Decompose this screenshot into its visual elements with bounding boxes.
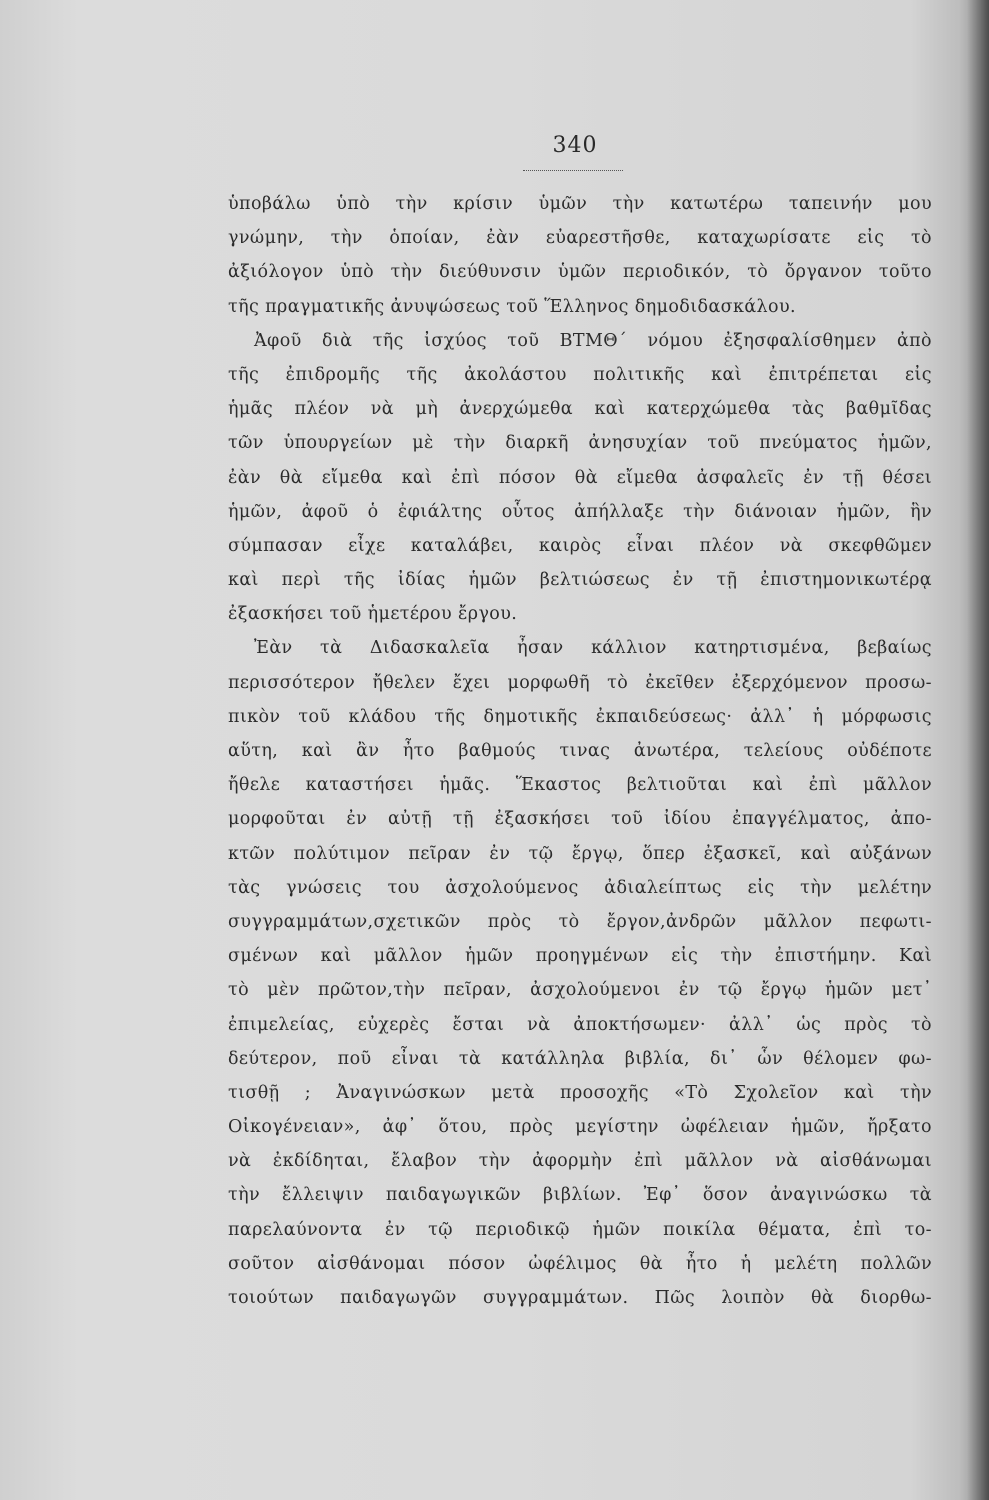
text-line: τὰς γνώσεις του ἀσχολούμενος ἀδιαλείπτως εἰς τὴν μελέτην bbox=[228, 877, 932, 898]
text-line: αὕτη, καὶ ἂν ἦτο βαθμούς τινας ἀνωτέρα, τελείους οὐδέποτε bbox=[228, 741, 932, 761]
text-line: σύμπασαν εἶχε καταλάβει, καιρὸς εἶναι πλέον νὰ σκεφθῶμεν bbox=[228, 535, 932, 556]
text-line: ἤθελε καταστήσει ἡμᾶς. Ἕκαστος βελτιοῦται καὶ ἐπὶ μᾶλλον bbox=[228, 775, 932, 796]
text-line: δεύτερον, ποῦ εἶναι τὰ κατάλληλα βιβλία, δι᾽ ὧν θέλομεν φω- bbox=[228, 1048, 932, 1069]
page-gutter-shadow bbox=[967, 0, 989, 1500]
text-line: μορφοῦται ἐν αὐτῇ τῇ ἐξασκήσει τοῦ ἰδίου ἐπαγγέλματος, ἀπο- bbox=[228, 809, 932, 830]
text-line: πικὸν τοῦ κλάδου τῆς δημοτικῆς ἐκπαιδεύσεως· ἀλλ᾽ ἡ μόρφωσις bbox=[228, 706, 932, 727]
text-line: περισσότερον ἤθελεν ἔχει μορφωθῆ τὸ ἐκεῖθεν ἐξερχόμενον προσω- bbox=[228, 672, 932, 693]
page-number-rule bbox=[523, 170, 623, 171]
text-line: τῆς πραγματικῆς ἀνυψώσεως τοῦ Ἕλληνος δημοδιδασκάλου. bbox=[228, 296, 796, 317]
page-number: 340 bbox=[552, 133, 598, 158]
text-line: καὶ περὶ τῆς ἰδίας ἡμῶν βελτιώσεως ἐν τῇ ἐπιστημονικωτέρᾳ bbox=[228, 570, 932, 591]
text-line: τοιούτων παιδαγωγῶν συγγραμμάτων. Πῶς λοιπὸν θὰ διορθω- bbox=[228, 1288, 932, 1308]
text-line: ἡμᾶς πλέον νὰ μὴ ἀνερχώμεθα καὶ κατερχώμεθα τὰς βαθμῖδας bbox=[228, 399, 932, 420]
text-line: Οἰκογένειαν», ἀφ᾽ ὅτου, πρὸς μεγίστην ὠφέλειαν ἡμῶν, ἤρξατο bbox=[228, 1117, 932, 1138]
text-line: τὸ μὲν πρῶτον,τὴν πεῖραν, ἀσχολούμενοι ἐν τῷ ἔργῳ ἡμῶν μετ᾽ bbox=[228, 980, 932, 1001]
text-line: σμένων καὶ μᾶλλον ἡμῶν προηγμένων εἰς τὴν ἐπιστήμην. Καὶ bbox=[228, 946, 932, 967]
text-line: τῆς ἐπιδρομῆς τῆς ἀκολάστου πολιτικῆς καὶ ἐπιτρέπεται εἰς bbox=[228, 364, 932, 385]
text-line: παρελαύνοντα ἐν τῷ περιοδικῷ ἡμῶν ποικίλα θέματα, ἐπὶ το- bbox=[228, 1219, 932, 1240]
text-line: ἀξιόλογον ὑπὸ τὴν διεύθυνσιν ὑμῶν περιοδικόν, τὸ ὄργανον τοῦτο bbox=[228, 262, 932, 283]
text-line: τὴν ἔλλειψιν παιδαγωγικῶν βιβλίων. Ἐφ᾽ ὅσον ἀναγινώσκω τὰ bbox=[228, 1185, 932, 1206]
text-line: νὰ ἐκδίδηται, ἔλαβον τὴν ἀφορμὴν ἐπὶ μᾶλλον νὰ αἰσθάνωμαι bbox=[228, 1151, 932, 1172]
text-line: Ἀφοῦ διὰ τῆς ἰσχύος τοῦ ΒΤΜΘ΄ νόμου ἐξησφαλίσθημεν ἀπὸ bbox=[254, 330, 932, 351]
text-line: κτῶν πολύτιμον πεῖραν ἐν τῷ ἔργῳ, ὅπερ ἐξασκεῖ, καὶ αὐξάνων bbox=[228, 843, 932, 864]
text-line: σοῦτον αἰσθάνομαι πόσον ὠφέλιμος θὰ ἦτο ἡ μελέτη πολλῶν bbox=[228, 1253, 932, 1274]
body-text bbox=[228, 187, 932, 1315]
text-line: ὑποβάλω ὑπὸ τὴν κρίσιν ὑμῶν τὴν κατωτέρω ταπεινήν μου bbox=[228, 194, 932, 214]
text-line: τισθῇ ; Ἀναγινώσκων μετὰ προσοχῆς «Τὸ Σχολεῖον καὶ τὴν bbox=[228, 1082, 932, 1103]
text-line: Ἐὰν τὰ Διδασκαλεῖα ἦσαν κάλλιον κατηρτισμένα, βεβαίως bbox=[254, 638, 932, 659]
text-line: ἐὰν θὰ εἴμεθα καὶ ἐπὶ πόσον θὰ εἴμεθα ἀσφαλεῖς ἐν τῇ θέσει bbox=[228, 467, 932, 488]
text-line: γνώμην, τὴν ὁποίαν, ἐὰν εὐαρεστῆσθε, καταχωρίσατε εἰς τὸ bbox=[228, 228, 932, 249]
text-line: ἐξασκήσει τοῦ ἡμετέρου ἔργου. bbox=[228, 604, 518, 625]
text-line: ἐπιμελείας, εὐχερὲς ἔσται νὰ ἀποκτήσωμεν· ἀλλ᾽ ὡς πρὸς τὸ bbox=[228, 1014, 932, 1035]
text-line: ἡμῶν, ἀφοῦ ὁ ἐφιάλτης οὗτος ἀπήλλαξε τὴν διάνοιαν ἡμῶν, ἣν bbox=[228, 501, 932, 522]
text-line: τῶν ὑπουργείων μὲ τὴν διαρκῆ ἀνησυχίαν τοῦ πνεύματος ἡμῶν, bbox=[228, 433, 932, 454]
text-line: συγγραμμάτων,σχετικῶν πρὸς τὸ ἔργον,ἀνδρῶν μᾶλλον πεφωτι- bbox=[228, 911, 932, 932]
